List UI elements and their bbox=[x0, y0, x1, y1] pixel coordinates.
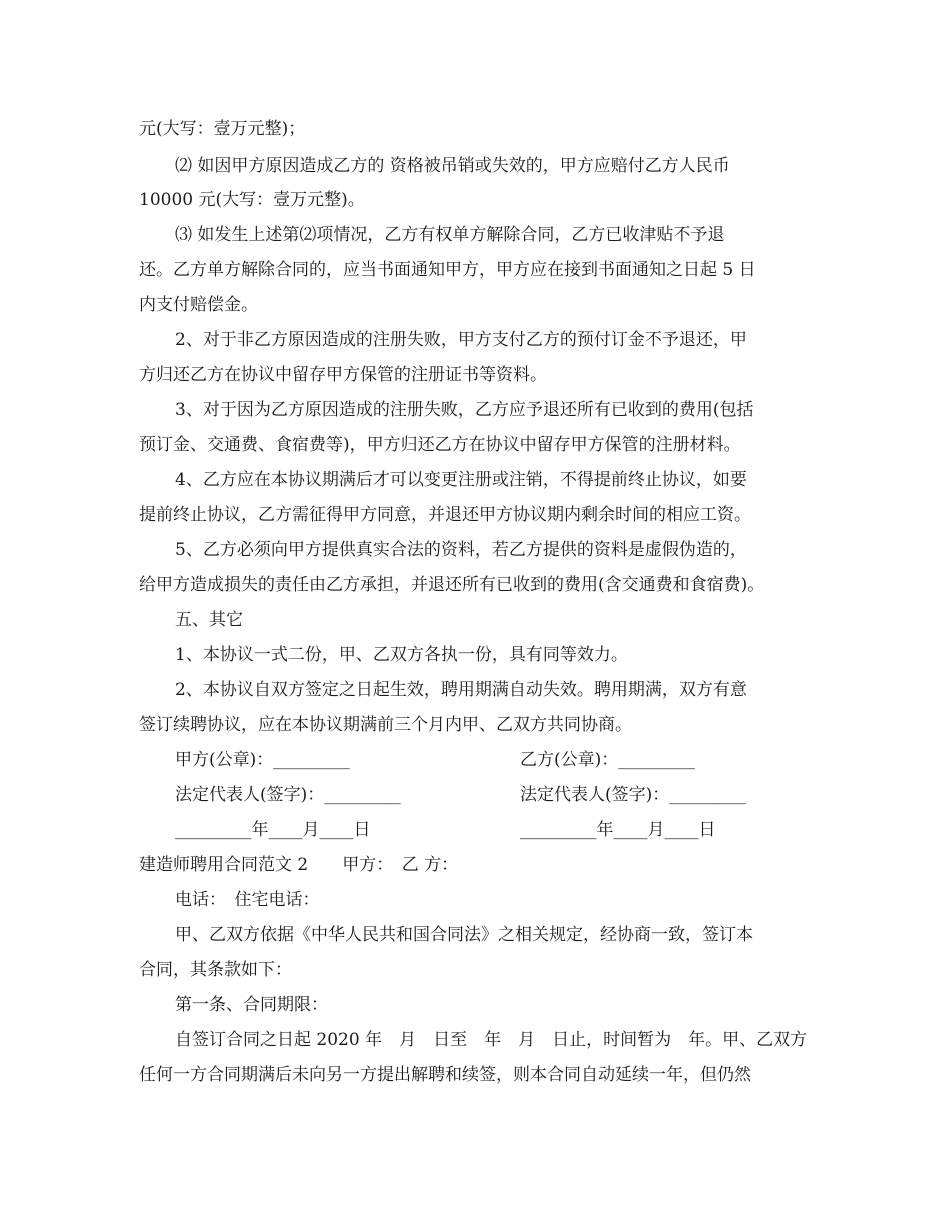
text-line: ⑶ 如发生上述第⑵项情况，乙方有权单方解除合同，乙方已收津贴不予退 bbox=[175, 225, 725, 245]
text-line: 甲、乙双方依据《中华人民共和国合同法》之相关规定，经协商一致，签订本 bbox=[175, 925, 753, 945]
date-a-field: _________年____月____日 bbox=[175, 820, 371, 840]
text-line: 提前终止协议，乙方需征得甲方同意，并退还甲方协议期内剩余时间的相应工资。 bbox=[139, 505, 751, 525]
text-line: 合同，其条款如下： bbox=[139, 960, 292, 980]
article-heading: 第一条、合同期限： bbox=[175, 995, 328, 1015]
text-line: 方归还乙方在协议中留存甲方保管的注册证书等资料。 bbox=[139, 365, 547, 385]
text-line: 还。乙方单方解除合同的，应当书面通知甲方，甲方应在接到书面通知之日起 5 日 bbox=[139, 260, 756, 280]
text-line: 2、对于非乙方原因造成的注册失败，甲方支付乙方的预付订金不予退还，甲 bbox=[175, 330, 747, 350]
text-line: 10000 元(大写：壹万元整)。 bbox=[139, 190, 365, 210]
date-b-field: _________年____月____日 bbox=[520, 820, 716, 840]
legal-rep-a-field: 法定代表人(签字)：_________ bbox=[175, 785, 401, 805]
text-line: 5、乙方必须向甲方提供真实合法的资料，若乙方提供的资料是虚假伪造的， bbox=[175, 540, 747, 560]
text-line: 预订金、交通费、食宿费等)，甲方归还乙方在协议中留存甲方保管的注册材料。 bbox=[139, 435, 741, 455]
text-line: 2、本协议自双方签定之日起生效，聘用期满自动失效。聘用期满，双方有意 bbox=[175, 680, 747, 700]
text-line: 内支付赔偿金。 bbox=[139, 295, 258, 315]
phone-line: 电话： 住宅电话： bbox=[175, 890, 320, 910]
text-line: 元(大写：壹万元整)； bbox=[139, 119, 306, 139]
text-line: 给甲方造成损失的责任由乙方承担，并退还所有已收到的费用(含交通费和食宿费)。 bbox=[139, 575, 765, 595]
text-line: 任何一方合同期满后未向另一方提出解聘和续签，则本合同自动延续一年，但仍然 bbox=[139, 1065, 751, 1085]
text-line: 自签订合同之日起 2020 年 月 日至 年 月 日止，时间暂为 年。甲、乙双方 bbox=[175, 1030, 808, 1050]
text-line: 1、本协议一式二份，甲、乙双方各执一份，具有同等效力。 bbox=[175, 645, 628, 665]
text-line: 3、对于因为乙方原因造成的注册失败，乙方应予退还所有已收到的费用(包括 bbox=[175, 400, 754, 420]
section-heading: 五、其它 bbox=[175, 610, 243, 630]
party-b-seal-field: 乙方(公章)：_________ bbox=[520, 750, 695, 770]
text-line: 4、乙方应在本协议期满后才可以变更注册或注销，不得提前终止协议，如要 bbox=[175, 470, 747, 490]
party-a-seal-field: 甲方(公章)：_________ bbox=[175, 750, 350, 770]
contract-title-line: 建造师聘用合同范文 2 甲方： 乙 方： bbox=[139, 855, 459, 875]
text-line: 签订续聘协议，应在本协议期满前三个月内甲、乙双方共同协商。 bbox=[139, 715, 632, 735]
text-line: ⑵ 如因甲方原因造成乙方的 资格被吊销或失效的，甲方应赔付乙方人民币 bbox=[175, 156, 730, 176]
legal-rep-b-field: 法定代表人(签字)：_________ bbox=[520, 785, 746, 805]
